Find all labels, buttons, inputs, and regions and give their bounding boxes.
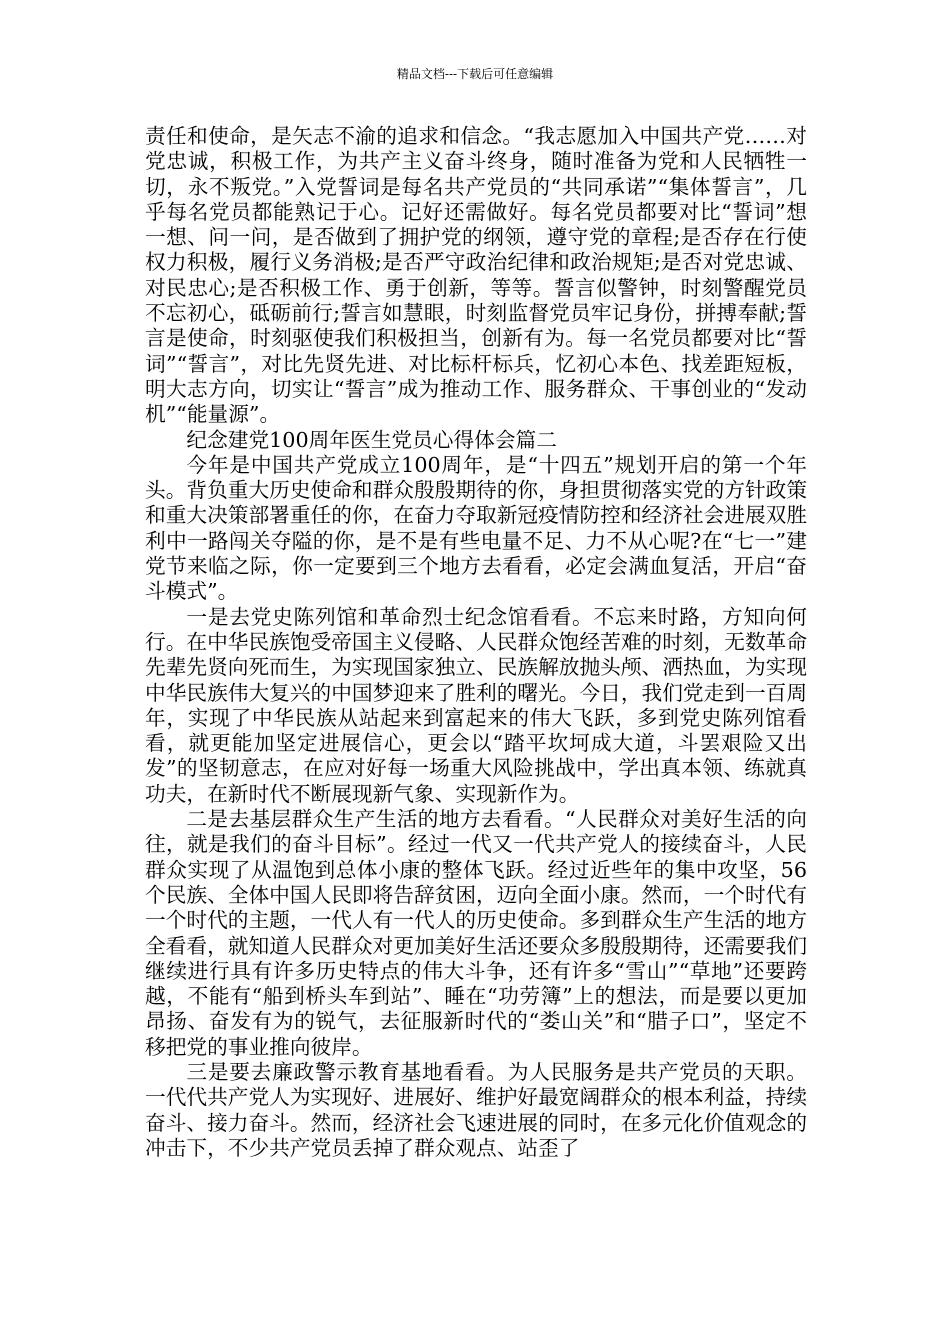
paragraph-3: 一是去党史陈列馆和革命烈士纪念馆看看。不忘来时路，方知向何行。在中华民族饱受帝国主义侵略、人民群众饱经苦难的时刻，无数革命先辈先贤向死而生，为实现国家独立、民族解放抛头颅、洒热血，为实现中华民族伟大复兴的中国梦迎来了胜利的曙光。今日，我们党走到一百周年，实现了中华民族从站起来到富起来的伟大飞跃，多到党史陈列馆看看，就更能加坚定进展信心，更会以“踏平坎坷成大道，斗罢艰险又出发”的坚韧意志，在应对好每一场重大风险挑战中，学出真本领、练就真功夫，在新时代不断展现新气象、实现新作为。 <box>145 604 808 806</box>
paragraph-4: 二是去基层群众生产生活的地方去看看。“人民群众对美好生活的向往，就是我们的奋斗目标”。经过一代又一代共产党人的接续奋斗，人民群众实现了从温饱到总体小康的整体飞跃。经过近些年的集中攻坚，56个民族、全体中国人民即将告辞贫困，迈向全面小康。然而，一个时代有一个时代的主题，一代人有一代人的历史使命。多到群众生产生活的地方全看看，就知道人民群众对更加美好生活还要众多殷殷期待，还需要我们继续进行具有许多历史特点的伟大斗争，还有许多“雪山”“草地”还要跨越，不能有“船到桥头车到站”、睡在“功劳簿”上的想法，而是要以更加昂扬、奋发有为的锐气，去征服新时代的“娄山关”和“腊子口”，坚定不移把党的事业推向彼岸。 <box>145 807 808 1059</box>
document-body <box>145 124 807 1161</box>
section-heading: 纪念建党100周年医生党员心得体会篇二 <box>186 427 557 452</box>
paragraph-1: 责任和使命，是矢志不渝的追求和信念。“我志愿加入中国共产党……对党忠诚，积极工作，为共产主义奋斗终身，随时准备为党和人民牺牲一切，永不叛党。”入党誓词是每名共产党员的“共同承诺”“集体誓言”，几乎每名党员都能熟记于心。记好还需做好。每名党员都要对比“誓词”想一想、问一问，是否做到了拥护党的纲领，遵守党的章程;是否存在行使权力积极，履行义务消极;是否严守政治纪律和政治规矩;是否对党忠诚、对民忠心;是否积极工作、勇于创新，等等。誓言似警钟，时刻警醒党员不忘初心，砥砺前行;誓言如慧眼，时刻监督党员牢记身份，拼搏奉献;誓言是使命，时刻驱使我们积极担当，创新有为。每一名党员都要对比“誓词”“誓言”，对比先贤先进、对比标杆标兵，忆初心本色、找差距短板，明大志方向，切实让“誓言”成为推动工作、服务群众、干事创业的“发动机”“能量源”。 <box>145 124 807 427</box>
page-header: 精品文档---下载后可任意编辑 <box>396 67 554 81</box>
paragraph-5: 三是要去廉政警示教育基地看看。为人民服务是共产党员的天职。一代代共产党人为实现好、进展好、维护好最宽阔群众的根本利益，持续奋斗、接力奋斗。然而，经济社会飞速进展的同时，在多元化价值观念的冲击下，不少共产党员丢掉了群众观点、站歪了 <box>145 1059 808 1160</box>
paragraph-2: 今年是中国共产党成立100周年，是“十四五”规划开启的第一个年头。背负重大历史使命和群众殷殷期待的你，身担贯彻落实党的方针政策和重大决策部署重任的你，在奋力夺取新冠疫情防控和经济社会进展双胜利中一路闯关夺隘的你，是不是有些电量不足、力不从心呢?在“七一”建党节来临之际，你一定要到三个地方去看看，必定会满血复活，开启“奋斗模式”。 <box>145 452 808 604</box>
